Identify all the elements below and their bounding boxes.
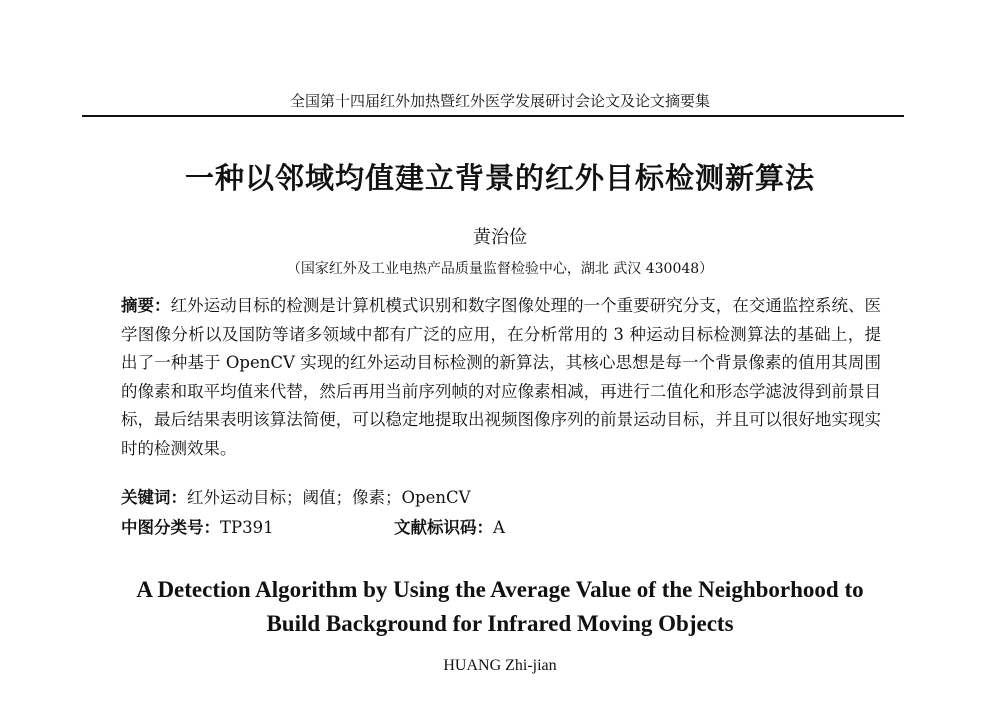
author-cn: 黄治俭 (473, 227, 527, 248)
abstract-label: 摘要： (121, 296, 171, 315)
clc-value: TP391 (220, 518, 274, 537)
doc-code-value: A (493, 518, 505, 537)
affiliation-cn: （国家红外及工业电热产品质量监督检验中心，湖北 武汉 430048） (286, 261, 714, 277)
abstract (121, 292, 881, 463)
abstract-text: 红外运动目标的检测是计算机模式识别和数字图像处理的一个重要研究分支，在交通监控系统、医学图像分析以及国防等诸多领域中都有广泛的应用，在分析常用的 3 种运动目标检测算法的基础上，提出了一种基于 OpenCV 实现的红外运动目标检测的新算法，其核心思想是每一个背景像素的值用其周围的像素和取平均值来代替，然后再用当前序列帧的对应像素相减，再进行二值化和形态学滤波得到前景目标，最后结果表明该算法简便，可以稳定地提取出视频图像序列的前景运动目标，并且可以很好地实现实时的检测效果。 (121, 296, 882, 458)
doc-code-label: 文献标识码： (394, 518, 493, 537)
paper-title-cn: 一种以邻域均值建立背景的红外目标检测新算法 (184, 161, 815, 195)
keywords-text: 红外运动目标；阈值；像素；OpenCV (187, 488, 471, 507)
header-rule (82, 115, 904, 117)
author-en: HUANG Zhi-jian (443, 657, 557, 674)
clc-label: 中图分类号： (121, 518, 220, 537)
paper-title-en-line2: Build Background for Infrared Moving Objects (266, 611, 734, 636)
clc-number (121, 514, 274, 538)
paper-title-en (0, 573, 1000, 641)
keywords (121, 484, 881, 508)
document-code (394, 514, 505, 538)
running-header: 全国第十四届红外加热暨红外医学发展研讨会论文及论文摘要集 (289, 92, 710, 110)
keywords-label: 关键词： (121, 488, 187, 507)
paper-title-en-line1: A Detection Algorithm by Using the Average Value of the Neighborhood to (136, 577, 864, 602)
